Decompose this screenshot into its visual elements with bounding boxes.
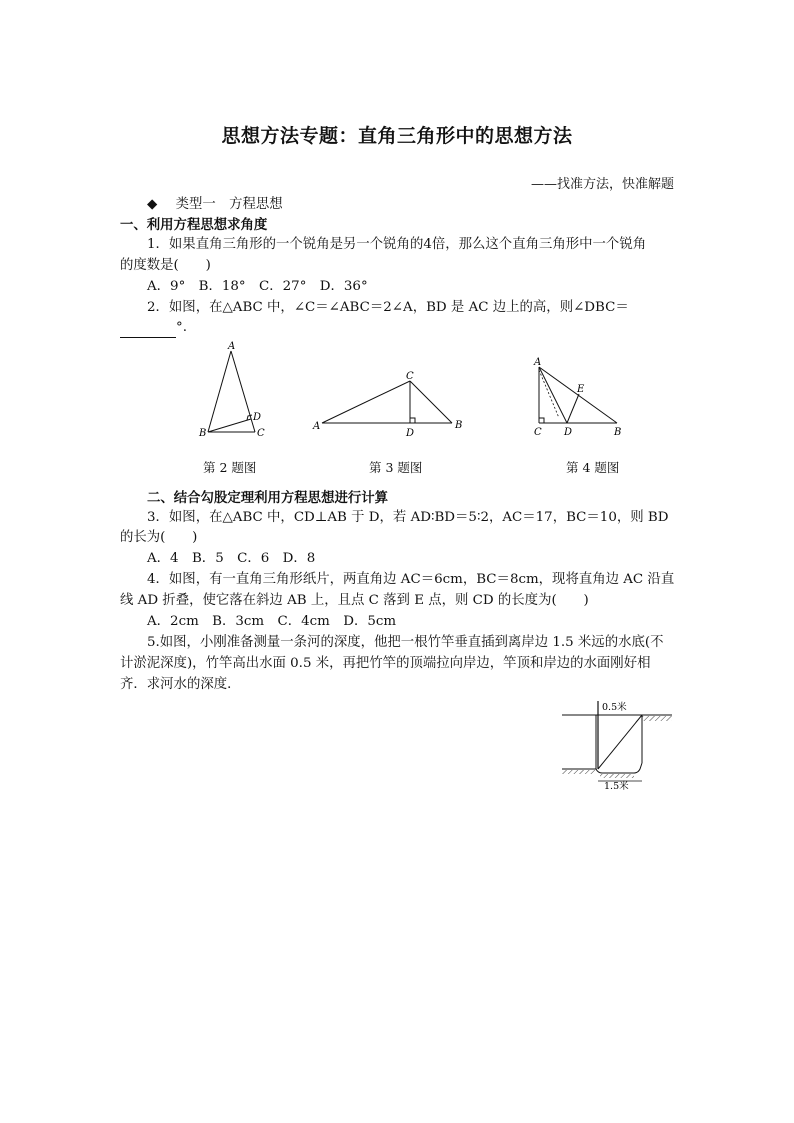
fig2-side-ab (208, 351, 231, 432)
q4-options: A．2cm B．3cm C．4cm D．5cm (147, 614, 397, 629)
fig2-caption: 第 2 题图 (203, 460, 257, 475)
type-label: 类型一 方程思想 (175, 197, 283, 212)
fig4-right-angle-mark (539, 418, 544, 423)
q5-line1: 5.如图，小刚准备测量一条河的深度，他把一根竹竿垂直插到离岸边 1.5 米远的水底(不 (147, 635, 664, 650)
fig4-dashed-line (539, 370, 559, 418)
fig2-label-c: C (257, 428, 265, 439)
fig3-caption: 第 3 题图 (369, 460, 423, 475)
fig5-bed-hatch (600, 774, 634, 778)
fig2-label-d: D (253, 412, 262, 423)
page-subtitle: ——找准方法，快准解题 (530, 177, 674, 192)
diamond-bullet-icon: ◆ (147, 197, 158, 212)
q1-line2: 的度数是( ) (120, 258, 211, 273)
fig2-label-a: A (228, 341, 236, 352)
fig3-label-b: B (455, 420, 463, 431)
figure-4 (530, 356, 630, 440)
fig3-label-d: D (406, 428, 415, 439)
q3-options: A．4 B．5 C．6 D．8 (147, 551, 316, 566)
fig2-side-ac (231, 351, 255, 432)
fig4-label-e: E (577, 384, 585, 395)
section2-title: 二、结合勾股定理利用方程思想进行计算 (147, 490, 389, 506)
q3-line2: 的长为( ) (120, 530, 198, 545)
fig3-label-a: A (313, 421, 321, 432)
fig5-pole-tilted (598, 715, 642, 769)
answer-blank (120, 323, 176, 338)
fig3-side-bc (410, 381, 452, 423)
fig3-right-angle-mark (410, 418, 415, 423)
page-title: 思想方法专题：直角三角形中的思想方法 (221, 125, 573, 147)
fig5-label-distance: 1.5米 (604, 781, 629, 791)
fig4-label-c: C (534, 427, 542, 438)
figure-3 (312, 368, 472, 440)
q2-line1: 2．如图，在△ABC 中，∠C＝∠ABC＝2∠A，BD 是 AC 边上的高，则∠DBC＝ (147, 300, 629, 315)
figure-2 (190, 340, 280, 440)
section1-title: 一、利用方程思想求角度 (120, 217, 268, 233)
q5-line2: 计淤泥深度)，竹竿高出水面 0.5 米，再把竹竿的顶端拉向岸边，竿顶和岸边的水面刚好相 (120, 656, 651, 671)
type-heading (147, 193, 283, 212)
q3-line1: 3．如图，在△ABC 中，CD⊥AB 于 D，若 AD∶BD＝5∶2，AC＝17，BC＝10，则 BD (147, 510, 669, 525)
fig4-label-b: B (614, 427, 622, 438)
fig4-segment-de (567, 394, 579, 423)
fig3-label-c: C (406, 371, 414, 382)
figure-5 (562, 695, 676, 791)
fig4-label-a: A (534, 357, 542, 368)
q4-line1: 4．如图，有一直角三角形纸片，两直角边 AC＝6cm，BC＝8cm，现将直角边 AC 沿直 (147, 572, 675, 587)
fig5-label-height: 0.5米 (602, 702, 627, 713)
fig4-side-ab (539, 367, 617, 423)
q2-degree: °. (176, 320, 187, 335)
q5-line3: 齐．求河水的深度． (120, 677, 241, 692)
q1-options: A．9° B．18° C．27° D．36° (147, 279, 368, 294)
fig3-side-ac (322, 381, 410, 423)
q1-line1: 1．如果直角三角形的一个锐角是另一个锐角的4倍，那么这个直角三角形中一个锐角 (147, 237, 647, 252)
fig4-caption: 第 4 题图 (566, 460, 620, 475)
q2-line2 (120, 318, 187, 338)
fig5-ground-hatch (562, 770, 596, 774)
fig2-altitude-bd (208, 419, 251, 432)
q4-line2: 线 AD 折叠，使它落在斜边 AB 上，且点 C 落到 E 点，则 CD 的长度为( ) (120, 593, 589, 608)
fig5-bank-hatch (642, 716, 672, 721)
fig4-fold-ad (539, 367, 567, 423)
fig4-label-d: D (564, 427, 573, 438)
fig2-label-b: B (199, 428, 207, 439)
